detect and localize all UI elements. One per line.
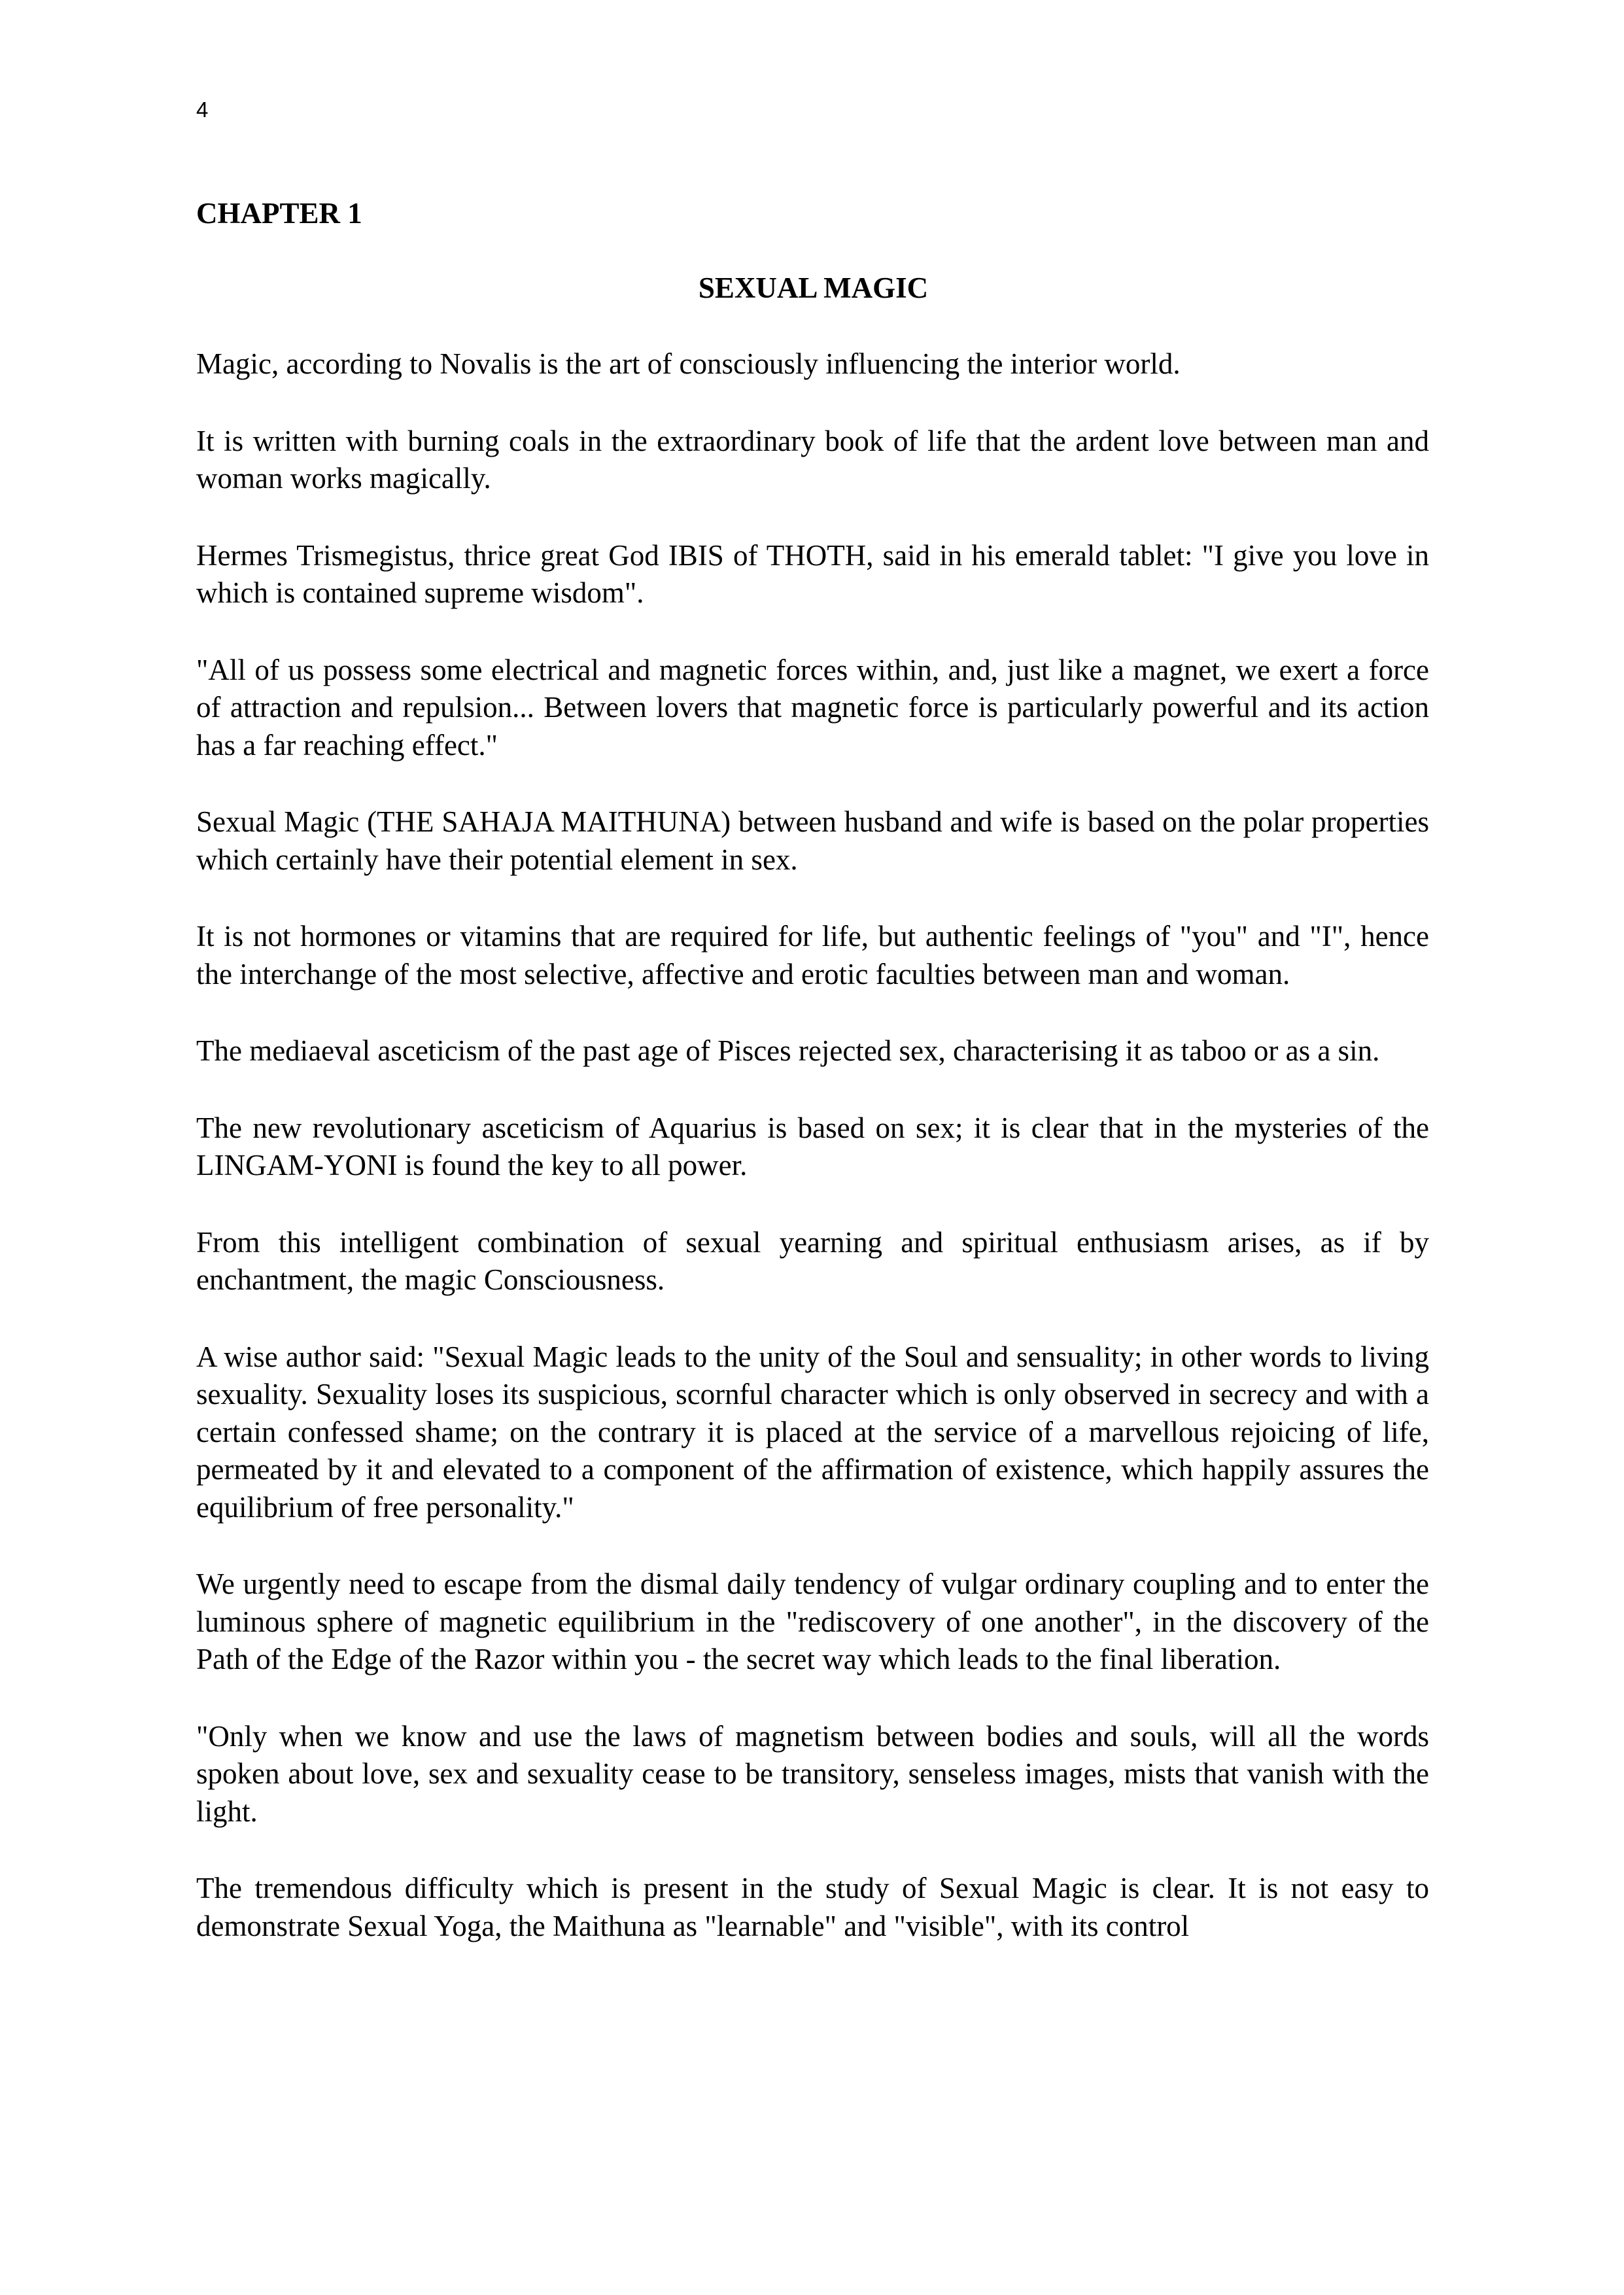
body-text [196, 345, 1429, 1984]
paragraph-11: We urgently need to escape from the dismal daily tendency of vulgar ordinary coupling and to enter the luminous sphere of magnetic equilibrium in the "rediscovery of one another", in the discovery of the Path of the Edge of the Razor within you - the secret way which leads to the final liberation. [196, 1568, 1429, 1675]
paragraph-5: Sexual Magic (THE SAHAJA MAITHUNA) between husband and wife is based on the polar properties which certainly have their potential element in sex. [196, 805, 1429, 876]
paragraph-4: "All of us possess some electrical and magnetic forces within, and, just like a magnet, we exert a force of attraction and repulsion... Between lovers that magnetic force is particularly powerful and its action has a far reaching effect." [196, 653, 1429, 762]
paragraph-1: Magic, according to Novalis is the art of consciously influencing the interior world. [196, 347, 1181, 380]
paragraph-7: The mediaeval asceticism of the past age of Pisces rejected sex, characterising it as taboo or as a sin. [196, 1034, 1380, 1067]
page-number: 4 [196, 97, 209, 122]
section-title: SEXUAL MAGIC [698, 272, 929, 304]
chapter-heading: CHAPTER 1 [196, 197, 362, 230]
paragraph-12: "Only when we know and use the laws of magnetism between bodies and souls, will all the words spoken about love, sex and sexuality cease to be transitory, senseless images, mists that vanish with the light. [196, 1719, 1429, 1828]
paragraph-2: It is written with burning coals in the extraordinary book of life that the ardent love between man and woman works magically. [196, 424, 1429, 495]
paragraph-9: From this intelligent combination of sexual yearning and spiritual enthusiasm arises, as if by enchantment, the magic Consciousness. [196, 1225, 1429, 1296]
paragraph-10: A wise author said: "Sexual Magic leads to the unity of the Soul and sensuality; in other words to living sexuality. Sexuality loses its suspicious, scornful character which is only observed in secrecy and with a certain confessed shame; on the contrary it is placed at the service of a marvellous rejoicing of life, permeated by it and elevated to a component of the affirmation of existence, which happily assures the equilibrium of free personality." [196, 1340, 1429, 1524]
paragraph-6: It is not hormones or vitamins that are required for life, but authentic feelings of "you" and "I", hence the interchange of the most selective, affective and erotic faculties between man and woman. [196, 920, 1429, 990]
paragraph-13: The tremendous difficulty which is present in the study of Sexual Magic is clear. It is not easy to demonstrate Sexual Yoga, the Maithuna as "learnable" and "visible", with its control [196, 1872, 1429, 1942]
paragraph-8: The new revolutionary asceticism of Aquarius is based on sex; it is clear that in the mysteries of the LINGAM-YONI is found the key to all power. [196, 1111, 1429, 1182]
paragraph-3: Hermes Trismegistus, thrice great God IBIS of THOTH, said in his emerald tablet: "I give you love in which is contained supreme wisdom". [196, 538, 1429, 609]
